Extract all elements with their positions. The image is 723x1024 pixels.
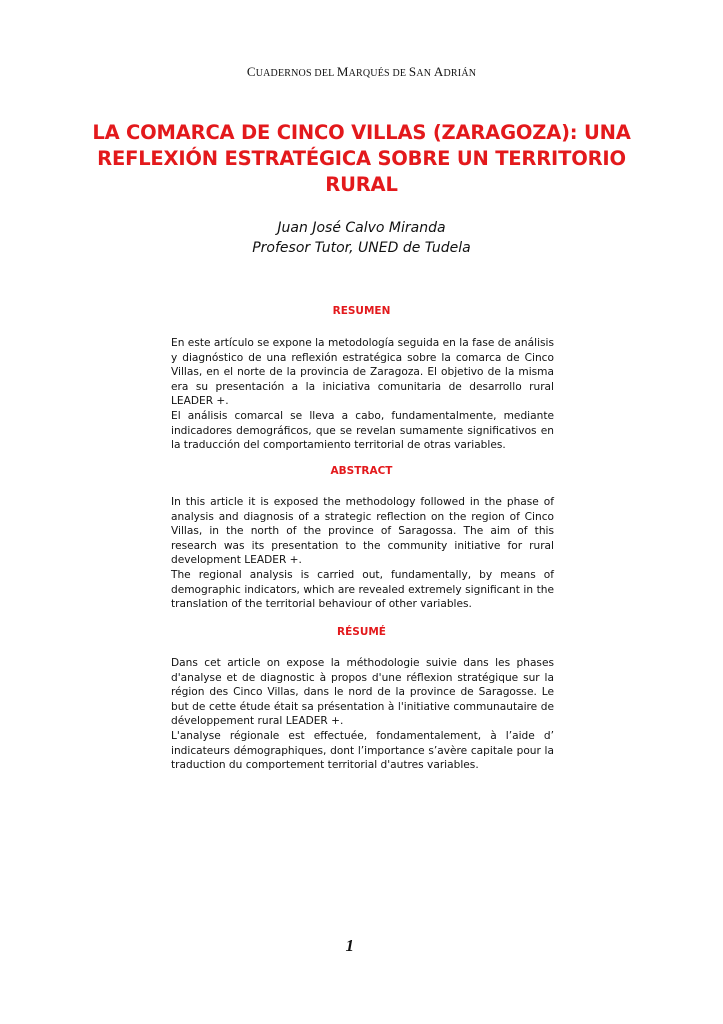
author-name: Juan José Calvo Miranda: [277, 220, 446, 236]
title-line: REFLEXIÓN ESTRATÉGICA SOBRE UN TERRITORIO: [97, 147, 626, 170]
running-head-part: C: [246, 64, 256, 79]
resume-body: [171, 656, 554, 773]
author-affiliation: Profesor Tutor, UNED de Tudela: [252, 240, 471, 256]
running-head-part: M: [336, 64, 349, 79]
resumen-heading: RESUMEN: [332, 305, 391, 317]
running-head-part: A: [433, 64, 444, 79]
running-head-part: UADERNOS DEL: [255, 68, 337, 79]
running-head-part: S: [408, 64, 417, 79]
page-number: 1: [345, 936, 354, 955]
running-head: [0, 64, 723, 80]
abstract-paragraph: The regional analysis is carried out, fundamentally, by means of demographic indicators, which are revealed extremely significant in the translation of the territorial behaviour of other variables.: [171, 568, 554, 611]
resume-paragraph: L'analyse régionale est effectuée, fondamentalement, à l’aide d’ indicateurs démographiques, dont l’importance s’avère capitale pour la traduction du comportement territorial d'autres variables.: [171, 729, 554, 772]
article-title: [90, 120, 633, 198]
abstract-body: [171, 495, 554, 612]
title-line: RURAL: [325, 173, 398, 196]
resumen-body: [171, 336, 554, 453]
resumen-paragraph: El análisis comarcal se lleva a cabo, fundamentalmente, mediante indicadores demográficos, que se revelan sumamente significativos en la traducción del comportamiento territorial de otras variables.: [171, 409, 554, 452]
running-head-part: DRIÁN: [443, 68, 477, 79]
running-head-part: AN: [416, 68, 434, 79]
resumen-paragraph: En este artículo se expone la metodología seguida en la fase de análisis y diagnóstico de una reflexión estratégica sobre la comarca de Cinco Villas, en el norte de la provincia de Zaragoza. El objetivo de la misma era su presentación a la iniciativa comunitaria de desarrollo rural LEADER +.: [171, 337, 554, 408]
abstract-heading: ABSTRACT: [330, 465, 393, 477]
author-block: [0, 218, 723, 258]
abstract-paragraph: In this article it is exposed the methodology followed in the phase of analysis and diagnosis of a strategic reflection on the region of Cinco Villas, in the north of the province of Saragossa. The aim of this research was its presentation to the community initiative for rural development LEADER +.: [171, 496, 554, 567]
resume-paragraph: Dans cet article on expose la méthodologie suivie dans les phases d'analyse et de diagnostic à propos d'une réflexion stratégique sur la région des Cinco Villas, dans le nord de la province de Saragosse. Le but de cette étude était sa présentation à l'initiative communautaire de développement rural LEADER +.: [171, 657, 554, 728]
title-line: LA COMARCA DE CINCO VILLAS (ZARAGOZA): UNA: [92, 121, 631, 144]
resume-heading: RÉSUMÉ: [337, 626, 386, 638]
running-head-part: ARQUÉS DE: [348, 68, 409, 79]
